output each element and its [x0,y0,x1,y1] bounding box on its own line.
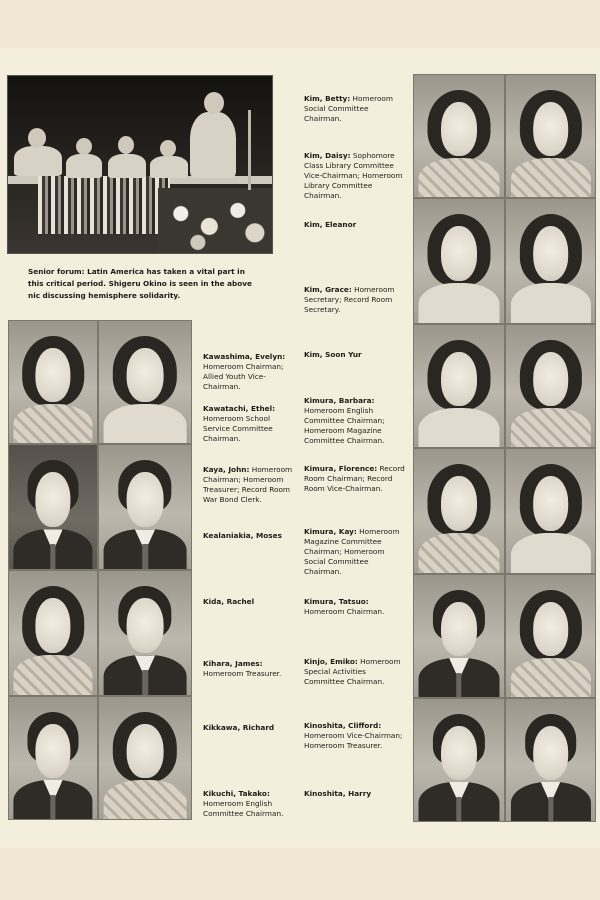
portrait-kimura-barbara [505,324,596,448]
photo-caption: Senior forum: Latin America has taken a vital part in this critical period. Shigeru Okino is seen in the above nic discussing hemisphere solidarity. [28,267,252,300]
entry-kim-grace: Kim, Grace: Homeroom Secretary; Record Room Secretary. [304,285,395,314]
portrait-kikuchi-takako [98,696,192,820]
portrait-kihara-james [98,570,192,696]
portrait-kim-grace [505,198,596,324]
portrait-kimura-tatsuo [413,574,505,698]
bottom-margin [0,848,600,900]
seated-student [66,154,102,178]
entry-kida-rachel: Kida, Rachel [203,597,255,606]
student-head [118,136,134,154]
entry-kikuchi-takako: Kikuchi, Takako: Homeroom English Committee Chairman. [203,789,284,818]
portrait-kikkawa-richard [8,696,98,820]
student-head [76,138,92,155]
student-head [160,140,176,157]
entry-kawashima-evelyn: Kawashima, Evelyn: Homeroom Chairman; Allied Youth Vice-Chairman. [203,352,286,391]
top-margin [0,0,600,48]
portrait-kawatachi-ethel [98,320,192,444]
seated-student [108,154,146,178]
striped-rug [38,176,170,234]
entry-kinoshita-harry: Kinoshita, Harry [304,789,372,798]
portrait-kim-daisy [505,74,596,198]
seated-student [14,146,62,176]
senior-forum-photo [7,75,273,254]
portrait-kim-soon-yur [413,324,505,448]
speaker-head [204,92,224,114]
portrait-kimura-kay [505,448,596,574]
entry-kimura-tatsuo: Kimura, Tatsuo: Homeroom Chairman. [304,597,385,616]
portrait-kim-betty [413,74,505,198]
entry-kinoshita-clifford: Kinoshita, Clifford: Homeroom Vice-Chairman; Homeroom Treasurer. [304,721,403,750]
entry-kealaniakia-moses: Kealaniakia, Moses [203,531,282,540]
portrait-kinjo-emiko [505,574,596,698]
portrait-kawashima-evelyn [8,320,98,444]
portrait-kida-rachel [8,570,98,696]
flower-arrangement [158,188,272,252]
student-head [28,128,46,148]
entry-kaya-john: Kaya, John: Homeroom Chairman; Homeroom Treasurer; Record Room War Bond Clerk. [203,465,293,504]
portrait-kealaniakia-moses [98,444,192,570]
entry-kim-soon-yur: Kim, Soon Yur [304,350,362,359]
portrait-kim-eleanor [413,198,505,324]
entry-kinjo-emiko: Kinjo, Emiko: Homeroom Special Activities Committee Chairman. [304,657,401,686]
portrait-kinoshita-clifford [413,698,505,822]
entry-kawatachi-ethel: Kawatachi, Ethel: Homeroom School Service Committee Chairman. [203,404,276,443]
entry-kim-eleanor: Kim, Eleanor [304,220,357,229]
seated-student [150,156,188,178]
portrait-kimura-florence [413,448,505,574]
portrait-kinoshita-harry [505,698,596,822]
microphone-stand [248,110,251,190]
portrait-kaya-john [8,444,98,570]
entry-kim-betty: Kim, Betty: Homeroom Social Committee Chairman. [304,94,393,123]
entry-kikkawa-richard: Kikkawa, Richard [203,723,275,732]
entry-kimura-kay: Kimura, Kay: Homeroom Magazine Committee Chairman; Homeroom Social Committee Chairman. [304,527,400,576]
standing-speaker [190,112,236,178]
entry-kihara-james: Kihara, James: Homeroom Treasurer. [203,659,282,678]
entry-kimura-florence: Kimura, Florence: Record Room Chairman; Record Room Vice-Chairman. [304,464,405,493]
entry-kim-daisy: Kim, Daisy: Sophomore Class Library Committee Vice-Chairman; Homeroom Library Committee Chairman. [304,151,403,200]
entry-kimura-barbara: Kimura, Barbara: Homeroom English Committee Chairman; Homeroom Magazine Committee Chairman. [304,396,385,445]
